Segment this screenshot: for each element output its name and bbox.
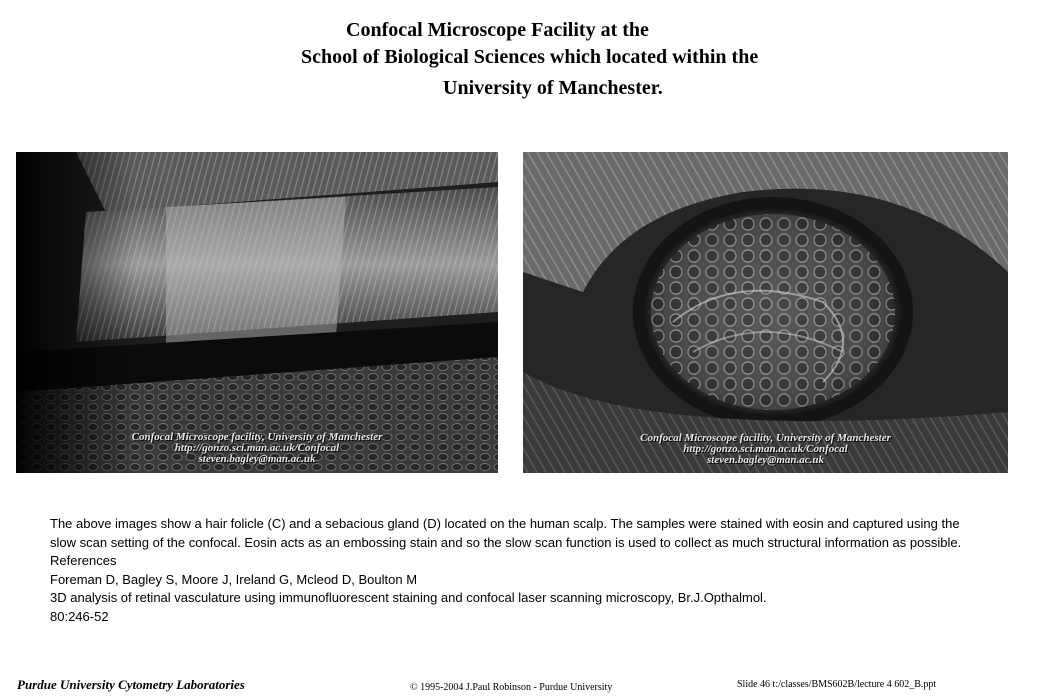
reference-title: 3D analysis of retinal vasculature using immunofluorescent staining and confocal laser scanning microscopy, Br.J.Opthalmol.	[50, 590, 767, 605]
description-text: The above images show a hair folicle (C) and a sebacious gland (D) located on the human scalp. The samples were stained with eosin and captured using the slow scan setting of the confocal. Eosin acts as an embossing stain and so the slow scan function is used to collect as much structural information as possible.	[50, 516, 962, 550]
reference-citation: 80:246-52	[50, 608, 109, 624]
footer-copyright: © 1995-2004 J.Paul Robinson - Purdue University	[410, 682, 613, 693]
watermark-line: steven.bagley@man.ac.uk	[707, 454, 824, 466]
hair-follicle-micrograph	[16, 152, 498, 473]
sebaceous-gland-micrograph	[523, 152, 1008, 473]
watermark-line: Confocal Microscope facility, University of Manchester	[640, 432, 891, 444]
watermark-line: steven.bagley@man.ac.uk	[198, 453, 316, 465]
footer-organization: Purdue University Cytometry Laboratories	[17, 677, 245, 692]
title-line-2: School of Biological Sciences which located within the	[301, 46, 759, 68]
title-line-1: Confocal Microscope Facility at the	[346, 19, 649, 41]
watermark-line: http://gonzo.sci.man.ac.uk/Confocal	[174, 442, 340, 454]
watermark-line: Confocal Microscope facility, University of Manchester	[131, 431, 383, 443]
reference-authors: Foreman D, Bagley S, Moore J, Ireland G, Mcleod D, Boulton M	[50, 571, 418, 587]
image-watermark	[16, 432, 498, 465]
footer-slide-info: Slide 46 t:/classes/BMS602B/lecture 4 602_B.ppt	[737, 679, 937, 690]
watermark-line: http://gonzo.sci.man.ac.uk/Confocal	[683, 443, 848, 455]
description-block	[50, 515, 970, 626]
hair-follicle-image	[16, 152, 498, 473]
image-watermark	[523, 433, 1008, 466]
sebaceous-gland-image	[523, 152, 1008, 473]
references-heading: References	[50, 553, 117, 568]
title-line-3: University of Manchester.	[443, 77, 663, 99]
